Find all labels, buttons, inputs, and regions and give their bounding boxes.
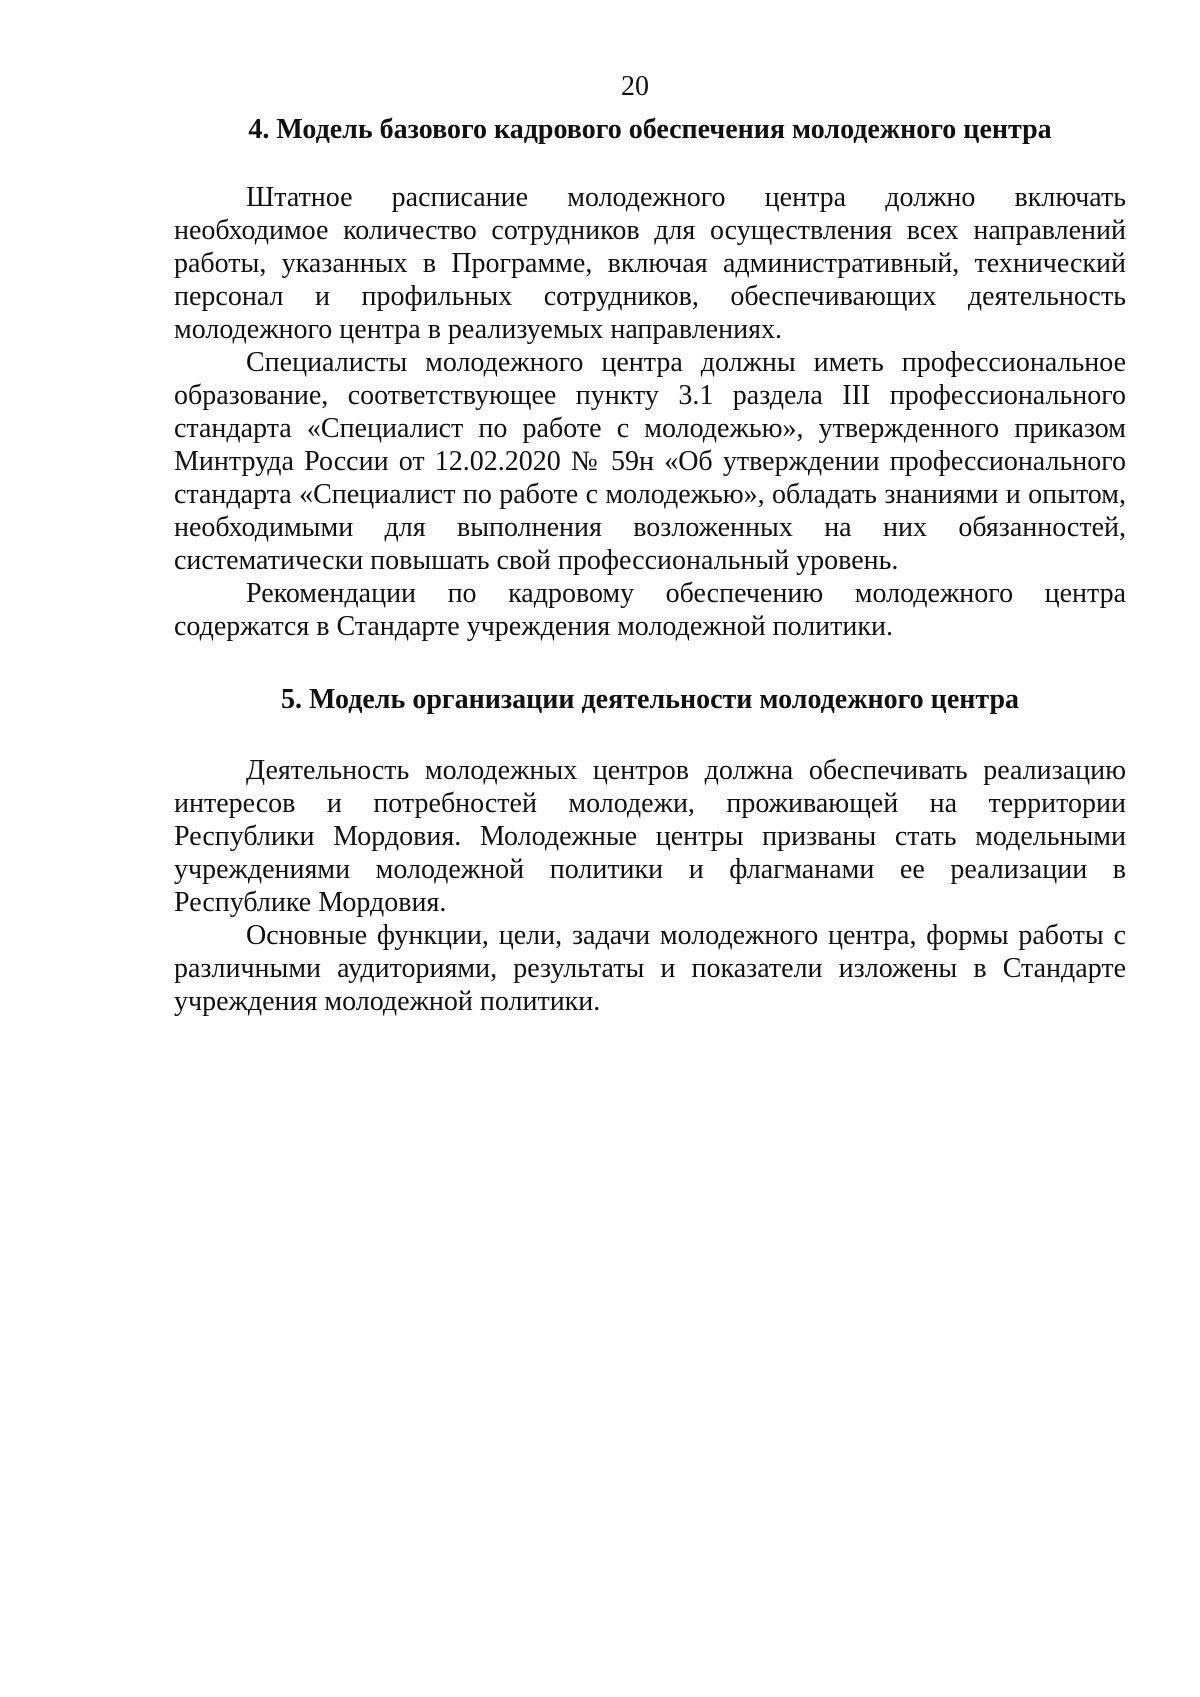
paragraph: Специалисты молодежного центра должны иметь профессиональное образование, соответствующее пункту 3.1 раздела III профессионального стандарта «Специалист по работе с молодежью», утвержденного приказом Минтруда России от 12.02.2020 № 59н «Об утверждении профессионального стандарта «Специалист по работе с молодежью», обладать знаниями и опытом, необходимыми для выполнения возложенных на них обязанностей, систематически повышать свой профессиональный уровень.	[174, 347, 1126, 576]
page-number: 20	[621, 71, 649, 102]
paragraph: Рекомендации по кадровому обеспечению молодежного центра содержатся в Стандарте учреждения молодежной политики.	[174, 578, 1126, 642]
page-content	[174, 113, 1126, 1018]
paragraph: Основные функции, цели, задачи молодежного центра, формы работы с различными аудиториями, результаты и показатели изложены в Стандарте учреждения молодежной политики.	[174, 920, 1126, 1017]
paragraph: Штатное расписание молодежного центра должно включать необходимое количество сотрудников для осуществления всех направлений работы, указанных в Программе, включая административный, технический персонал и профильных сотрудников, обеспечивающих деятельность молодежного центра в реализуемых направлениях.	[174, 182, 1126, 345]
paragraph: Деятельность молодежных центров должна обеспечивать реализацию интересов и потребностей молодежи, проживающей на территории Республики Мордовия. Молодежные центры призваны стать модельными учреждениями молодежной политики и флагманами ее реализации в Республике Мордовия.	[174, 755, 1126, 918]
section-heading: 4. Модель базового кадрового обеспечения молодежного центра	[248, 114, 1052, 145]
section-activity-model	[174, 683, 1126, 1018]
section-staffing-model	[174, 113, 1126, 643]
section-heading: 5. Модель организации деятельности молодежного центра	[280, 684, 1020, 715]
